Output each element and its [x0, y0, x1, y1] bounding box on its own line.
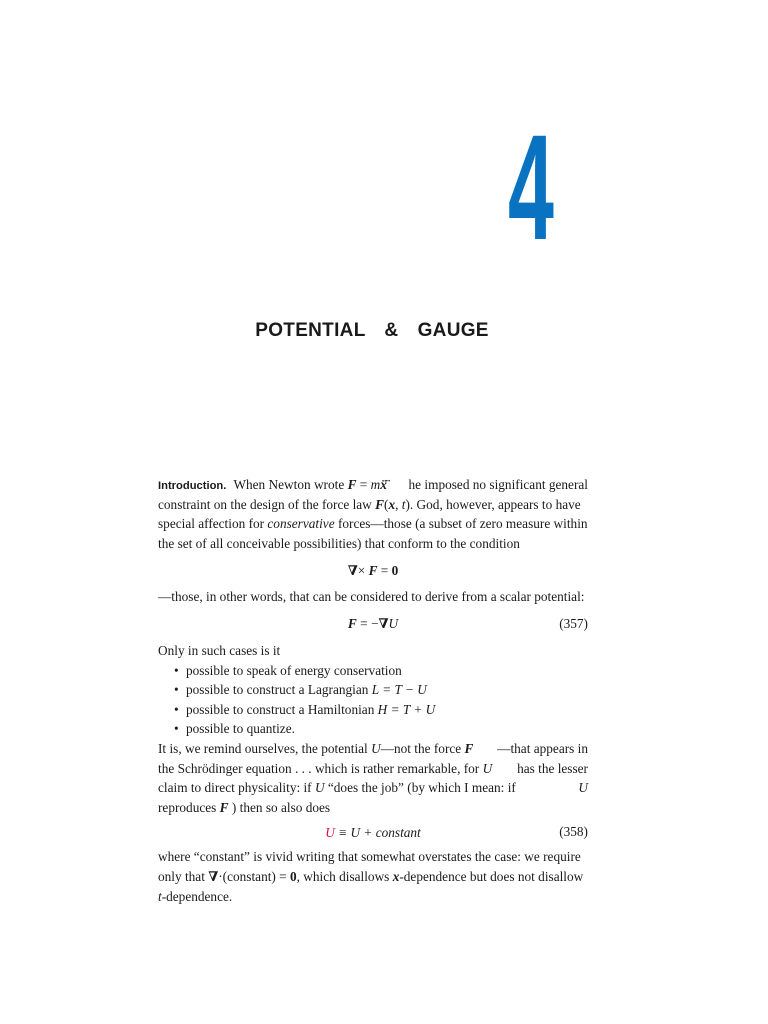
paragraph-line: claim to direct physicality: if U “does the job” (by which I mean: if U: [158, 780, 588, 796]
inline-math: F = mẍ̈: [347, 477, 387, 492]
runin-heading: Introduction.: [158, 480, 227, 492]
paragraph-line: [158, 495, 588, 515]
emphasis-text: conservative: [267, 516, 335, 532]
list-item: • possible to construct a Hamiltonian H = T + U: [158, 700, 588, 720]
paragraph-line: [158, 475, 588, 495]
inline-math: F(x, t): [375, 496, 410, 512]
paragraph-line: [158, 514, 588, 534]
paragraph-line: It is, we remind ourselves, the potential U—not the force F —that appears in: [158, 740, 588, 756]
inline-math: L = T − U: [371, 682, 427, 698]
display-equation-curl: ∇× F = 0: [347, 562, 399, 578]
equation-number: (358): [559, 824, 588, 840]
display-equation-357: F = −∇U (357): [158, 607, 588, 641]
chapter-title: POTENTIAL & GAUGE: [255, 320, 489, 341]
bullet-icon: •: [174, 682, 179, 698]
display-equation-358: U ≡ U + constant (358): [158, 817, 588, 847]
text-span: Only in such cases is it: [158, 642, 281, 658]
text-span: constraint on the design of the force law: [158, 496, 372, 512]
text-span: —those, in other words, that can be considered to derive from a scalar potential:: [158, 589, 585, 605]
text-span: forces—those (a subset of zero measure within: [337, 516, 588, 532]
list-item: • possible to construct a Lagrangian L = T − U: [158, 680, 588, 700]
paragraph-line: the Schrödinger equation . . . which is rather remarkable, for U has the lesser: [158, 760, 588, 776]
paragraph-line: [158, 587, 588, 607]
bullet-icon: •: [174, 662, 179, 678]
paragraph-line: [158, 534, 588, 554]
text-span: . God, however, appears to have: [409, 496, 581, 512]
text-span: When Newton wrote: [233, 477, 345, 492]
chapter-body: [158, 475, 588, 906]
paragraph-line: [158, 641, 588, 661]
bullet-icon: •: [174, 721, 179, 737]
list-item: • possible to speak of energy conservation: [158, 661, 588, 681]
paragraph-line: reproduces F ) then so also does: [158, 799, 331, 815]
paragraph-line: t-dependence.: [158, 888, 233, 904]
paragraph-line: only that ∇·(constant) = 0, which disallows x-dependence but does not disallow: [158, 868, 584, 884]
equation-number: (357): [559, 616, 588, 632]
inline-math: H = T + U: [377, 701, 436, 717]
text-span: the set of all conceivable possibilities) that conform to the condition: [158, 535, 520, 551]
chapter-number: 4: [508, 103, 554, 271]
paragraph-line: where “constant” is vivid writing that somewhat overstates the case: we require: [158, 849, 581, 865]
gauged-potential: U: [325, 824, 335, 840]
text-span: special affection for: [158, 516, 265, 532]
list-item: • possible to quantize.: [158, 719, 588, 739]
bullet-icon: •: [174, 701, 179, 717]
text-span: he imposed no significant general: [408, 477, 588, 492]
